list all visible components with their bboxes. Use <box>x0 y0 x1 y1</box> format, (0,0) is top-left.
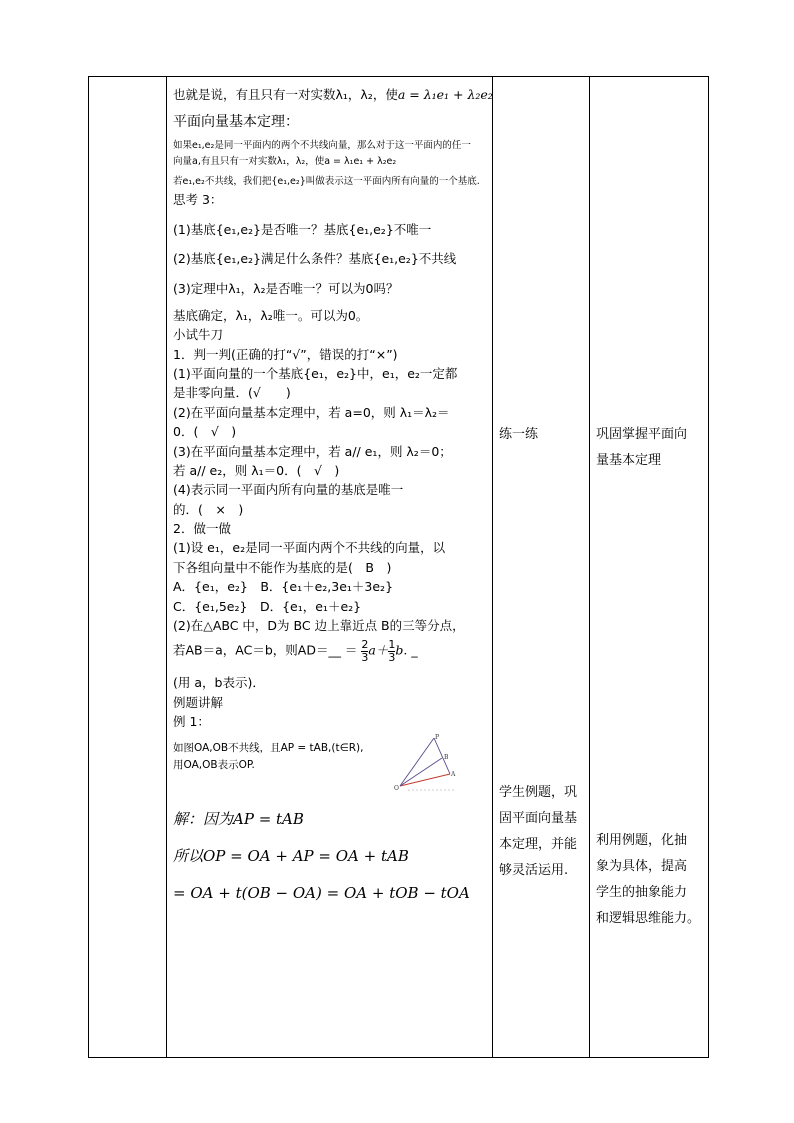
theorem-line-2: 向量a,有且只有一对实数λ₁，λ₂，使a = λ₁e₁ + λ₂e₂ <box>173 156 397 168</box>
intro-text: 也就是说，有且只有一对实数λ₁，λ₂，使 <box>173 87 398 102</box>
activity-text-2-line: 固平面向量基 <box>499 811 578 826</box>
purpose-text-2-line: 和逻辑思维能力。 <box>596 911 701 926</box>
figure-label-b: B <box>444 753 449 761</box>
think-answer: 基底确定，λ₁，λ₂唯一。可以为0。 <box>173 307 369 323</box>
do-item-2b-prefix: 若AB＝a，AC＝b，则AD＝__ ＝ <box>173 642 358 658</box>
purpose-text-2-line: 利用例题，化抽 <box>596 833 688 848</box>
lesson-table <box>88 76 709 1058</box>
judge-item-1a: (1)平面向量的一个基底{e₁，e₂}中，e₁，e₂一定都 <box>173 366 458 382</box>
activity-text-2-line: 学生例题，巩 <box>499 785 578 800</box>
content-body <box>167 77 492 905</box>
theorem-line-3: 若e₁,e₂不共线，我们把{e₁,e₂}叫做表示这一平面内所有向量的一个基底. <box>173 176 480 188</box>
judge-item-1b: 是非零向量．(√ ) <box>173 385 291 401</box>
purpose-cell <box>590 77 709 1058</box>
intro-line <box>173 85 493 104</box>
example-text-2: 用OA,OB表示OP. <box>173 759 255 772</box>
table-row <box>89 77 709 1058</box>
fraction-numerator: 1 <box>388 638 396 652</box>
think-question-1: (1)基底{e₁,e₂}是否唯一？基底{e₁,e₂}不唯一 <box>173 221 432 237</box>
solution-line-2: 所以OP = OA + AP = OA + tAB <box>173 846 409 865</box>
figure-label-p: P <box>435 733 440 741</box>
example-label: 例 1： <box>173 714 210 730</box>
solution-line-3: = OA + t(OB − OA) = OA + tOB − tOA <box>173 884 470 903</box>
purpose-text-2-line: 学生的抽象能力 <box>596 885 688 900</box>
theorem-title: 平面向量基本定理： <box>173 114 299 131</box>
purpose-text-2-line: 象为具体，提高 <box>596 859 688 874</box>
fraction-variable: a＋ <box>368 642 389 658</box>
judge-title: 1．判一判(正确的打“√”，错误的打“×”) <box>173 346 398 362</box>
do-item-1a: (1)设 e₁，e₂是同一平面内两个不共线的向量，以 <box>173 540 446 556</box>
figure-line-ob <box>400 758 442 786</box>
figure-label-o: O <box>394 784 399 792</box>
judge-item-2b: 0．( √ ) <box>173 424 237 440</box>
fraction-denominator: 3 <box>361 650 369 664</box>
judge-item-2a: (2)在平面向量基本定理中，若 a=0，则 λ₁＝λ₂＝ <box>173 404 450 420</box>
judge-item-4a: (4)表示同一平面内所有向量的基底是唯一 <box>173 482 404 498</box>
example-block <box>173 733 486 800</box>
purpose-text-1-line: 量基本定理 <box>596 453 662 468</box>
answer-blank: _ <box>411 642 418 658</box>
do-item-1d: C．{e₁,5e₂} D．{e₁，e₁＋e₂} <box>173 598 362 614</box>
do-item-2c: (用 a，b表示)． <box>173 675 265 691</box>
purpose-text-1-line: 巩固掌握平面向 <box>596 427 688 442</box>
stage-cell <box>89 77 167 1058</box>
judge-item-3b: 若 a// e₂，则 λ₁＝0．( √ ) <box>173 462 340 478</box>
judge-item-4b: 的．( × ) <box>173 501 244 517</box>
activity-text-2-line: 本定理，并能 <box>499 837 578 852</box>
figure-label-a: A <box>451 770 456 778</box>
content-cell <box>167 77 493 1058</box>
do-item-2a: (2)在△ABC 中，D为 BC 边上靠近点 B的三等分点， <box>173 617 465 633</box>
example-title: 例题讲解 <box>173 694 224 710</box>
fraction-variable: b. <box>395 642 408 658</box>
theorem-line-1: 如果e₁,e₂是同一平面内的两个不共线向量，那么对于这一平面内的任一 <box>173 140 471 152</box>
activity-block-2 <box>493 448 589 884</box>
solution-line-1: 解：因为AP = tAB <box>173 809 304 828</box>
judge-item-3a: (3)在平面向量基本定理中，若 a// e₁，则 λ₂＝0； <box>173 443 452 459</box>
example-text-1: 如图OA,OB不共线，且AP = tAB,(t∈R), <box>173 741 364 754</box>
think-question-3: (3)定理中λ₁，λ₂是否唯一？可以为0吗？ <box>173 280 399 296</box>
think-question-2: (2)基底{e₁,e₂}满足什么条件？基底{e₁,e₂}不共线 <box>173 251 457 267</box>
purpose-block-2 <box>590 474 708 932</box>
fraction-denominator: 3 <box>388 650 396 664</box>
do-item-1c: A．{e₁，e₂} B．{e₁＋e₂,3e₁＋3e₂} <box>173 579 394 595</box>
do-title: 2．做一做 <box>173 521 231 537</box>
activity-text-1: 练一练 <box>499 427 539 442</box>
do-item-2b <box>173 639 486 663</box>
think-title: 思考 3： <box>173 192 223 208</box>
intro-formula: a = λ₁e₁ + λ₂e₂ <box>397 87 493 102</box>
triangle-figure <box>394 734 460 792</box>
activity-cell <box>493 77 590 1058</box>
practice-title: 小试牛刀 <box>173 327 224 343</box>
fraction-numerator: 2 <box>361 638 369 652</box>
activity-text-2-line: 够灵活运用. <box>499 863 569 878</box>
purpose-block-1 <box>590 77 708 474</box>
activity-block-1 <box>493 77 589 448</box>
do-item-1b: 下各组向量中不能作为基底的是( B ) <box>173 559 392 575</box>
